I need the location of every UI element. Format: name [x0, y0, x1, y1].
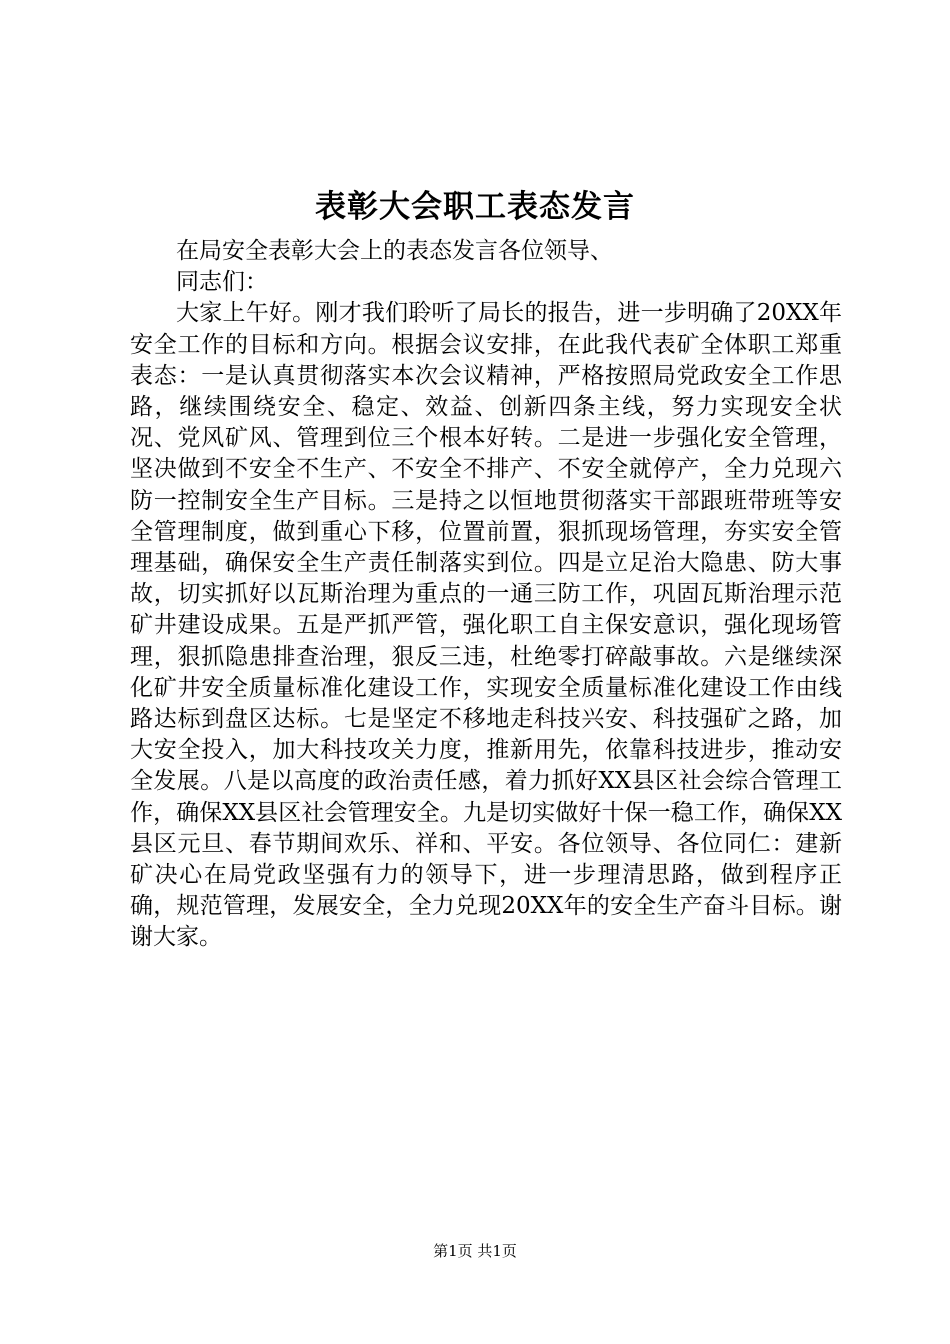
document-body	[130, 236, 842, 954]
speech-paragraph: 大家上午好。刚才我们聆听了局长的报告，进一步明确了20XX年安全工作的目标和方向。根据会议安排，在此我代表矿全体职工郑重表态：一是认真贯彻落实本次会议精神，严格按照局党政安全工作思路，继续围绕安全、稳定、效益、创新四条主线，努力实现安全状况、党风矿风、管理到位三个根本好转。二是进一步强化安全管理，坚决做到不安全不生产、不安全不排产、不安全就停产，全力兑现六防一控制安全生产目标。三是持之以恒地贯彻落实干部跟班带班等安全管理制度，做到重心下移，位置前置，狠抓现场管理，夯实安全管理基础，确保安全生产责任制落实到位。四是立足治大隐患、防大事故，切实抓好以瓦斯治理为重点的一通三防工作，巩固瓦斯治理示范矿井建设成果。五是严抓严管，强化职工自主保安意识，强化现场管理，狠抓隐患排查治理，狠反三违，杜绝零打碎敲事故。六是继续深化矿井安全质量标准化建设工作，实现安全质量标准化建设工作由线路达标到盘区达标。七是坚定不移地走科技兴安、科技强矿之路，加大安全投入，加大科技攻关力度，推新用先，依靠科技进步，推动安全发展。八是以高度的政治责任感，着力抓好XX县区社会综合管理工作，确保XX县区社会管理安全。九是切实做好十保一稳工作，确保XX县区元旦、春节期间欢乐、祥和、平安。各位领导、各位同仁：建新矿决心在局党政坚强有力的领导下，进一步理清思路，做到程序正确，规范管理，发展安全，全力兑现20XX年的安全生产奋斗目标。谢谢大家。	[130, 300, 842, 951]
document-title: 表彰大会职工表态发言	[315, 189, 635, 225]
opening-line: 在局安全表彰大会上的表态发言各位领导、	[176, 238, 613, 264]
page-footer: 第1页 共1页	[433, 1242, 517, 1260]
salutation-line: 同志们：	[176, 269, 268, 296]
